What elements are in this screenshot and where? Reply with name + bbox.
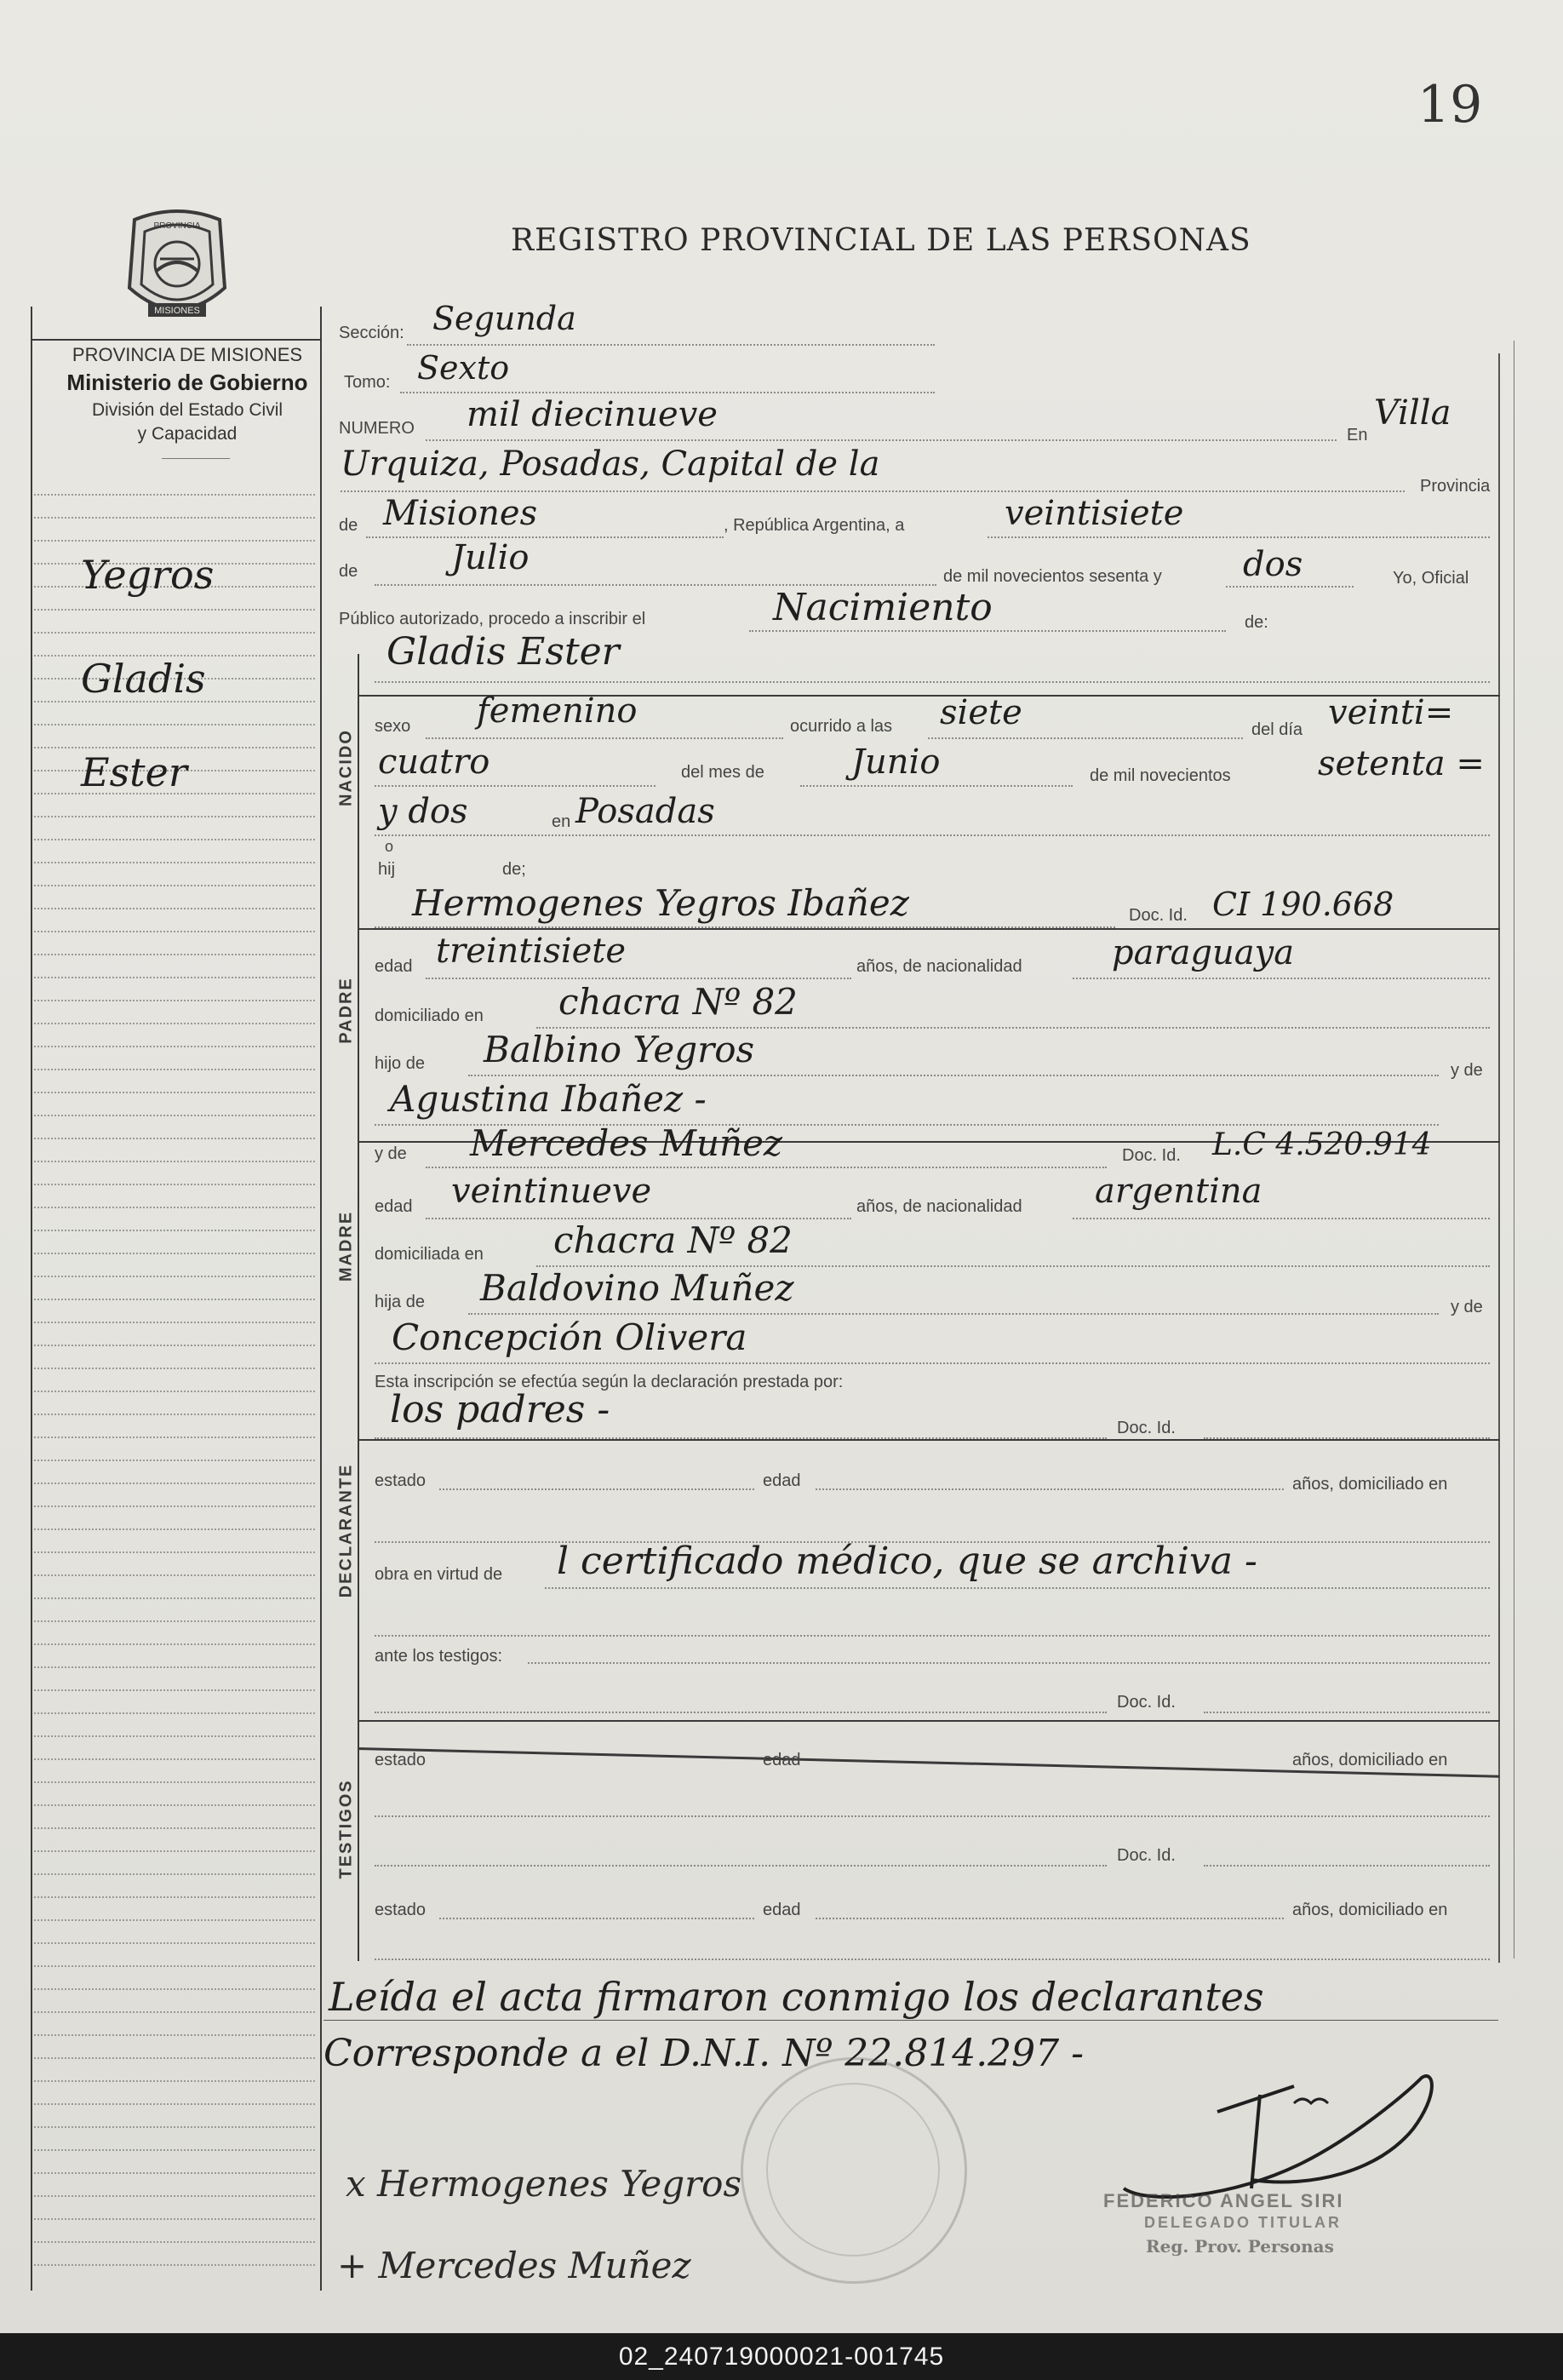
sexo-value: femenino [477, 691, 638, 731]
margin-ruling [34, 1758, 315, 1760]
signature-father: x Hermogenes Yegros [346, 2163, 741, 2205]
margin-ruling [34, 977, 315, 978]
margin-note-second-name: Ester [81, 749, 187, 795]
margin-ruling [34, 1965, 315, 1967]
margin-ruling [34, 1666, 315, 1668]
margin-ruling [34, 885, 315, 886]
madre-hija-label: hija de [375, 1293, 425, 1311]
margin-ruling [34, 1482, 315, 1484]
testigo1-doc-label: Doc. Id. [1117, 1693, 1176, 1712]
margin-ruling [34, 724, 315, 725]
sexo-label: sexo [375, 717, 411, 736]
section-testigos: TESTIGOS [336, 1779, 356, 1879]
margin-ruling [34, 2034, 315, 2036]
margin-ruling [34, 747, 315, 748]
provincia-label: Provincia [1420, 477, 1491, 496]
declarante-intro: Esta inscripción se efectúa según la declaración prestada por: [375, 1373, 844, 1391]
margin-ruling [34, 1919, 315, 1921]
name-value: Gladis Ester [386, 630, 620, 674]
margin-ruling [34, 1230, 315, 1231]
margin-ruling [34, 931, 315, 932]
margin-ruling [34, 1597, 315, 1599]
section-padre: PADRE [336, 977, 356, 1044]
header-province: PROVINCIA DE MISIONES [72, 344, 303, 365]
republica-label: , República Argentina, a [724, 516, 905, 535]
dia-label: del día [1251, 720, 1303, 739]
declarante-obra-label: obra en virtud de [375, 1565, 503, 1584]
margin-ruling [34, 1414, 315, 1415]
document-title: REGISTRO PROVINCIAL DE LAS PERSONAS [511, 223, 1251, 258]
closing-line-2: Corresponde a el D.N.I. Nº 22.814.297 - [323, 2032, 1085, 2075]
margin-ruling [34, 2126, 315, 2128]
header-division-2: y Capacidad [137, 424, 238, 444]
padre-hijo-value: Balbino Yegros [484, 1029, 755, 1070]
margin-ruling [34, 1115, 315, 1116]
testigo2-doc-label: Doc. Id. [1117, 1846, 1176, 1865]
testigo1-estado-label: estado [375, 1751, 427, 1769]
padre-domicilio-value: chacra Nº 82 [558, 981, 798, 1023]
madre-nombre: Mercedes Muñez [470, 1122, 783, 1164]
margin-ruling [34, 1000, 315, 1001]
novecientos-label: de mil novecientos [1090, 766, 1231, 785]
margin-ruling [34, 1437, 315, 1438]
testigo1-anios-label: años, domiciliado en [1292, 1751, 1448, 1769]
margin-ruling [34, 1827, 315, 1829]
margin-ruling [34, 540, 315, 542]
hij-suffix: o [385, 838, 394, 855]
dia-value: veinti= [1328, 693, 1454, 732]
margin-ruling [34, 1391, 315, 1392]
tomo-label: Tomo: [344, 373, 391, 392]
margin-ruling [34, 2218, 315, 2220]
testigo2-edad-label: edad [763, 1901, 801, 1919]
margin-ruling [34, 1207, 315, 1208]
signature-mother: + Mercedes Muñez [337, 2245, 691, 2286]
madre-domicilio-value: chacra Nº 82 [553, 1219, 793, 1261]
lugar-value: Posadas [575, 792, 715, 831]
margin-ruling [34, 1620, 315, 1622]
tomo-value: Sexto [417, 349, 510, 387]
day-value: veintisiete [1005, 494, 1184, 533]
margin-ruling [34, 1528, 315, 1530]
oficial-label: Yo, Oficial [1393, 569, 1469, 588]
lugar-en-label: en [552, 812, 571, 831]
margin-ruling [34, 1322, 315, 1323]
place-value: Urquiza, Posadas, Capital de la [341, 444, 880, 484]
margin-ruling [34, 839, 315, 840]
madre-edad-value: veintinueve [451, 1172, 652, 1211]
section-madre: MADRE [336, 1210, 356, 1282]
official-stamp-title: DELEGADO TITULAR [1144, 2214, 1342, 2231]
en-value: Villa [1374, 393, 1451, 433]
margin-ruling [34, 1345, 315, 1346]
declarante-edad-label: edad [763, 1471, 801, 1490]
margin-ruling [34, 1023, 315, 1024]
madre-doc-value: L.C 4.520.914 [1212, 1127, 1432, 1162]
padre-y-de-label: y de [1451, 1061, 1483, 1080]
margin-ruling [34, 494, 315, 496]
margin-ruling [34, 2149, 315, 2151]
margin-ruling [34, 1850, 315, 1852]
testigo2-anios-label: años, domiciliado en [1292, 1901, 1448, 1919]
padre-edad-value: treintisiete [436, 932, 627, 971]
margin-ruling [34, 609, 315, 611]
padre-domicilio-label: domiciliado en [375, 1006, 484, 1025]
header-division-1: División del Estado Civil [91, 400, 283, 420]
section-declarante: DECLARANTE [336, 1463, 356, 1598]
page-number: 19 [1417, 75, 1483, 135]
year-label: de mil novecientos sesenta y [943, 567, 1162, 586]
madre-y-de2-label: y de [1451, 1298, 1483, 1316]
padre-doc-value: CI 190.668 [1212, 886, 1394, 923]
margin-ruling [34, 1368, 315, 1369]
margin-ruling [34, 2195, 315, 2197]
madre-nac-label: años, de nacionalidad [856, 1197, 1022, 1216]
seal-bottom-text: MISIONES [154, 306, 200, 316]
numero-value: mil diecinueve [467, 395, 718, 434]
margin-ruling [34, 2080, 315, 2082]
official-stamp-name: FEDERICO ANGEL SIRI [1103, 2190, 1344, 2211]
declarante-estado-label: estado [375, 1471, 427, 1490]
testigo1-edad-label: edad [763, 1751, 801, 1769]
declarante-obra-value: l certificado médico, que se archiva - [557, 1540, 1257, 1583]
margin-ruling [34, 1712, 315, 1714]
padre-nombre: Hermogenes Yegros Ibañez [412, 882, 909, 924]
mes-value: Junio [851, 743, 941, 782]
anio-value: setenta = [1318, 744, 1485, 783]
margin-ruling [34, 1276, 315, 1277]
margin-ruling [34, 1460, 315, 1461]
padre-nac-value: paraguaya [1112, 933, 1295, 972]
margin-ruling [34, 1299, 315, 1300]
margin-ruling [34, 1046, 315, 1047]
seal-top-text: PROVINCIA [153, 221, 201, 231]
madre-doc-label: Doc. Id. [1122, 1146, 1181, 1165]
margin-ruling [34, 1804, 315, 1806]
margin-ruling [34, 1069, 315, 1070]
margin-ruling [34, 1138, 315, 1139]
act-value: Nacimiento [773, 586, 993, 629]
margin-ruling [34, 1161, 315, 1162]
margin-ruling [34, 1574, 315, 1576]
margin-ruling [34, 1942, 315, 1944]
numero-label: NUMERO [339, 419, 415, 438]
de3-label: de: [1245, 613, 1268, 632]
margin-ruling [34, 1643, 315, 1645]
margin-ruling [34, 908, 315, 909]
madre-nac-value: argentina [1095, 1172, 1262, 1211]
padre-nac-label: años, de nacionalidad [856, 957, 1022, 976]
margin-ruling [34, 2241, 315, 2243]
margin-ruling [34, 517, 315, 519]
margin-ruling [34, 2103, 315, 2105]
seccion-value: Segunda [432, 300, 576, 337]
margin-ruling [34, 816, 315, 817]
de2-label: de [339, 562, 358, 581]
margin-ruling [34, 1505, 315, 1507]
margin-note-surname: Yegros [81, 552, 215, 598]
margin-ruling [34, 1988, 315, 1990]
declarante-doc-label: Doc. Id. [1117, 1419, 1176, 1437]
margin-ruling [34, 1873, 315, 1875]
mes-label: del mes de [681, 763, 764, 782]
margin-ruling [34, 1689, 315, 1691]
declarante-anios-label: años, domiciliado en [1292, 1475, 1448, 1494]
madre-madre-value: Concepción Olivera [392, 1316, 747, 1358]
province-value: Misiones [383, 494, 538, 533]
margin-note-first-name: Gladis [81, 656, 206, 702]
de-label: de [339, 516, 358, 535]
margin-ruling [34, 1551, 315, 1553]
month-value: Julio [451, 538, 530, 577]
dia-value-continued: cuatro [378, 743, 490, 782]
margin-ruling [34, 2172, 315, 2174]
margin-ruling [34, 2011, 315, 2013]
margin-ruling [34, 954, 315, 955]
hij-de-label: de; [502, 860, 526, 879]
margin-ruling [34, 2057, 315, 2059]
closing-line-1: Leída el acta firmaron conmigo los declarantes [329, 1974, 1264, 2020]
madre-edad-label: edad [375, 1197, 413, 1216]
declarante-por: los padres - [390, 1388, 610, 1431]
publico-label: Público autorizado, procedo a inscribir el [339, 610, 646, 628]
en-label: En [1347, 426, 1368, 444]
padre-madre-value: Agustina Ibañez - [390, 1078, 707, 1120]
margin-ruling [34, 1092, 315, 1093]
seccion-label: Sección: [339, 324, 404, 342]
official-stamp-office: Reg. Prov. Personas [1146, 2236, 1334, 2257]
margin-ruling [34, 2264, 315, 2266]
section-nacido: NACIDO [336, 729, 356, 806]
header-ministry: Ministerio de Gobierno [66, 370, 308, 395]
coat-of-arms-seal [117, 203, 237, 330]
margin-ruling [34, 632, 315, 634]
ocurrido-label: ocurrido a las [790, 717, 893, 736]
margin-ruling [34, 1896, 315, 1898]
anio-value-continued: y dos [378, 792, 468, 831]
margin-ruling [34, 1735, 315, 1737]
footer-id-bar: 02_240719000021-001745 [0, 2333, 1563, 2380]
margin-ruling [34, 862, 315, 863]
testigo2-estado-label: estado [375, 1901, 427, 1919]
margin-ruling [34, 1253, 315, 1254]
madre-domicilio-label: domiciliada en [375, 1245, 484, 1264]
declarante-testigos-label: ante los testigos: [375, 1647, 503, 1666]
padre-edad-label: edad [375, 957, 413, 976]
hora-value: siete [940, 693, 1022, 732]
padre-hijo-label: hijo de [375, 1054, 425, 1073]
madre-hija-value: Baldovino Muñez [480, 1267, 794, 1309]
margin-ruling [34, 1781, 315, 1783]
madre-y-de-label: y de [375, 1144, 407, 1163]
margin-ruling [34, 1184, 315, 1185]
padre-doc-label: Doc. Id. [1129, 906, 1188, 925]
year-value: dos [1243, 545, 1303, 584]
hij-label: hij [378, 860, 396, 879]
